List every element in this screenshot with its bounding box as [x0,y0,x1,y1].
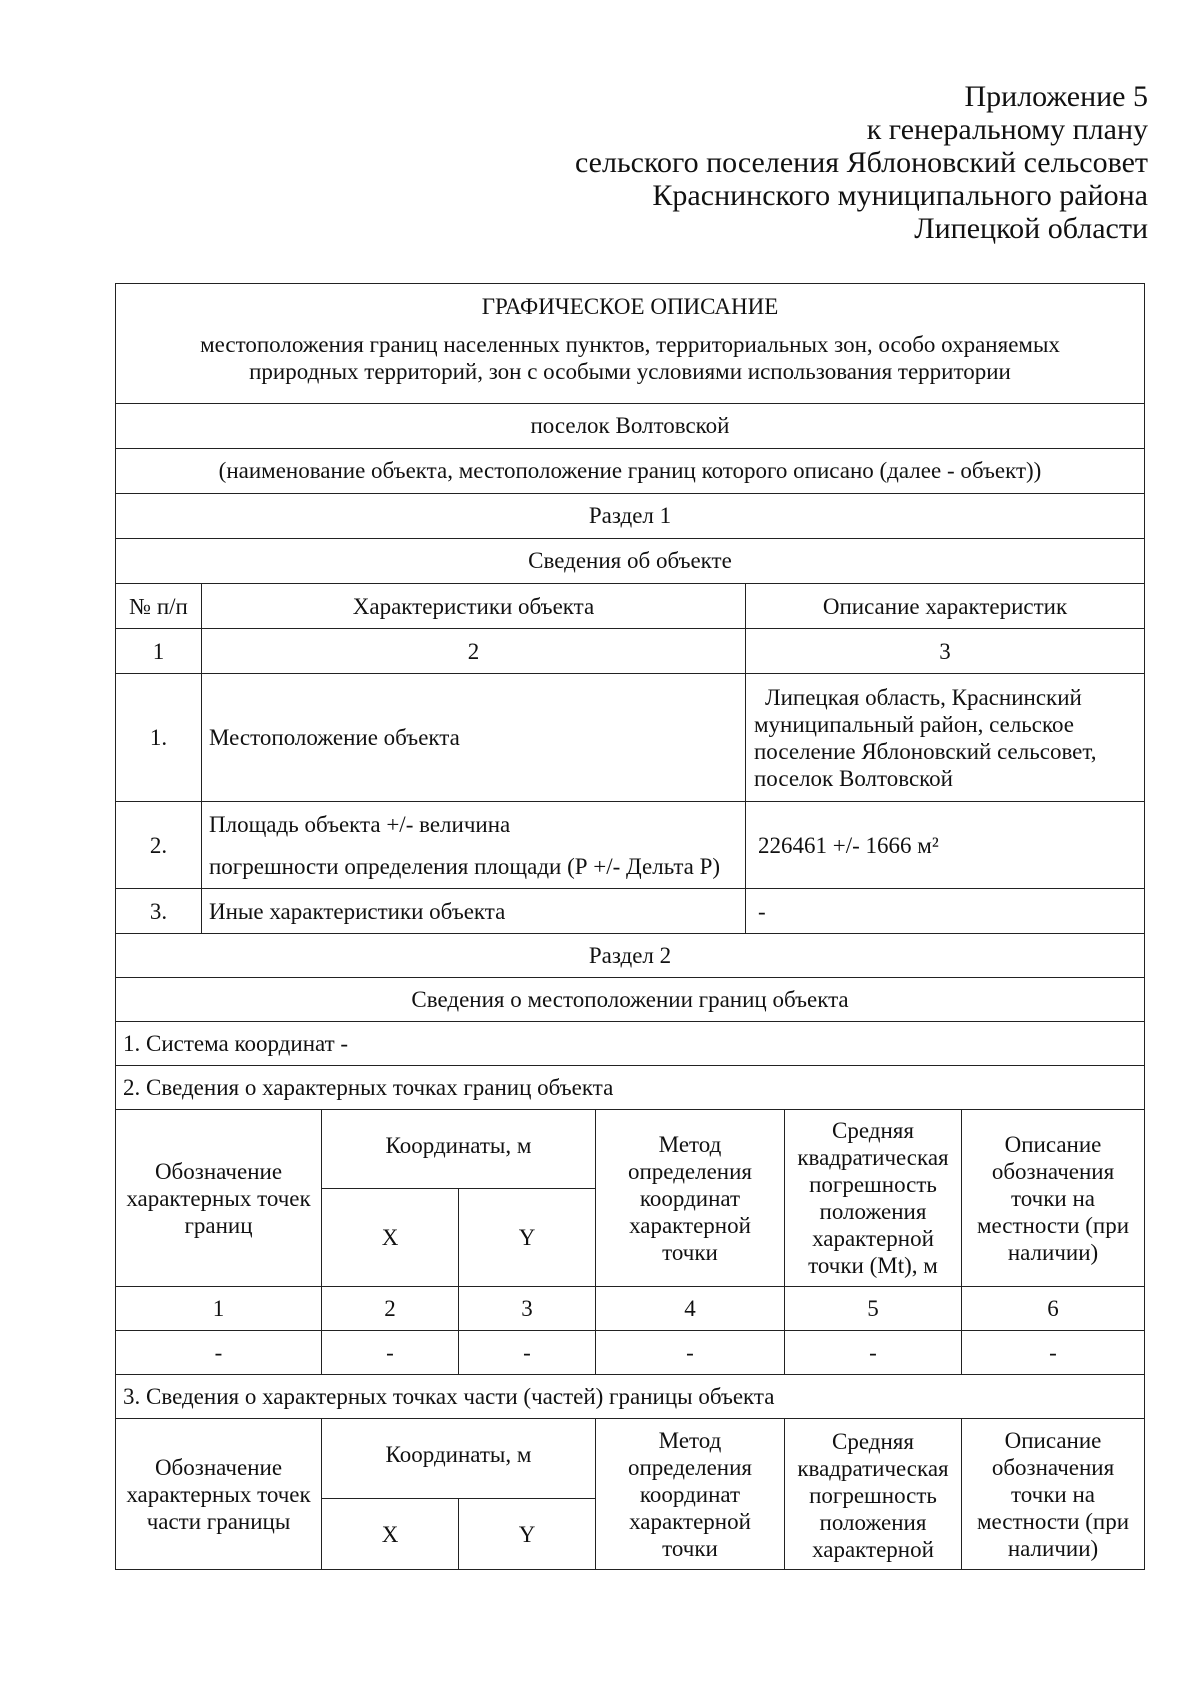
row-name-line: Площадь объекта +/- величина [209,811,511,837]
th-line: части границы [146,1508,291,1534]
table-cell: - [115,1330,322,1375]
th-line: определения [627,1454,752,1480]
th-line: Средняя [832,1118,914,1143]
th-line: местности (при [976,1212,1130,1238]
col-number: 5 [784,1286,962,1331]
row-name: Иные характеристики объекта [201,888,746,934]
th-y: Y [458,1188,596,1287]
title-sub: природных территорий, зон с особыми условиями использования территории [249,359,1011,384]
section1-subheading: Сведения об объекте [115,538,1145,584]
th-line: квадратическая [797,1456,949,1481]
th-designation [115,1109,322,1287]
row-name [201,801,746,889]
col-number: 2 [201,628,746,674]
th-y: Y [458,1498,596,1570]
table-cell: - [595,1330,785,1375]
part-heading: 3. Сведения о характерных точках части (частей) границы объекта [115,1374,1145,1419]
th-line: характерной [629,1508,751,1534]
section2-heading: Раздел 2 [115,933,1145,978]
th-line: обозначения [991,1158,1115,1184]
th-x: X [321,1498,459,1570]
document-header [575,80,1148,245]
coord-system: 1. Система координат - [115,1021,1145,1066]
th-line: определения [627,1158,752,1184]
th-line: Обозначение [154,1158,283,1184]
table-cell: - [321,1330,459,1375]
th-line: точки на [1011,1185,1095,1211]
title-block [115,283,1145,404]
th-line: Метод [658,1427,722,1453]
th-line: точки [662,1239,718,1265]
header-line: Приложение 5 [964,80,1148,113]
title-sub: местоположения границ населенных пунктов, территориальных зон, особо охраняемых [200,332,1060,357]
th-line: характерной [812,1537,934,1562]
th-line: положения [819,1199,927,1224]
value-line: поселок Волтовской [754,765,953,791]
col-header-num: № п/п [115,583,202,629]
object-name: поселок Волтовской [115,403,1145,449]
header-line: Липецкой области [914,212,1148,245]
points-heading: 2. Сведения о характерных точках границ объекта [115,1065,1145,1110]
section2-subheading: Сведения о местоположении границ объекта [115,977,1145,1022]
col-number: 4 [595,1286,785,1331]
table-cell: - [458,1330,596,1375]
header-line: к генеральному плану [866,113,1148,146]
th-line: погрешность [809,1172,937,1197]
th-error [784,1418,962,1570]
row-name-line: погрешности определения площади (Р +/- Дельта Р) [209,853,721,879]
th-description [961,1418,1145,1570]
th-line: координат [639,1481,741,1507]
th-line: точки на [1011,1481,1095,1507]
th-error [784,1109,962,1287]
th-line: характерной [812,1226,934,1251]
th-line: наличии) [1007,1535,1099,1561]
th-line: Описание [1004,1131,1102,1157]
th-x: X [321,1188,459,1287]
table-cell: - [784,1330,962,1375]
col-header-characteristics: Характеристики объекта [201,583,746,629]
col-number: 3 [458,1286,596,1331]
th-line: координат [639,1185,741,1211]
th-coords: Координаты, м [321,1418,596,1499]
th-line: квадратическая [797,1145,949,1170]
th-line: точки [662,1535,718,1561]
th-line: характерной [629,1212,751,1238]
th-line: границ [184,1212,253,1238]
table-cell: - [961,1330,1145,1375]
th-line: местности (при [976,1508,1130,1534]
th-line: Средняя [832,1429,914,1454]
th-designation [115,1418,322,1570]
row-num: 1. [115,673,202,802]
value-line: Липецкая область, Краснинский [765,684,1082,710]
col-number: 3 [745,628,1145,674]
col-number: 6 [961,1286,1145,1331]
th-line: положения [819,1510,927,1535]
row-value: 226461 +/- 1666 м² [745,801,1145,889]
th-description [961,1109,1145,1287]
th-line: характерных точек [126,1185,311,1211]
th-line: точки (Mt), м [808,1253,938,1278]
section1-heading: Раздел 1 [115,493,1145,539]
th-line: обозначения [991,1454,1115,1480]
col-number: 1 [115,628,202,674]
th-method [595,1109,785,1287]
th-line: характерных точек [126,1481,311,1507]
row-name: Местоположение объекта [201,673,746,802]
value-line: муниципальный район, сельское [754,711,1074,737]
value-line: поселение Яблоновский сельсовет, [754,738,1097,764]
th-method [595,1418,785,1570]
col-header-description: Описание характеристик [745,583,1145,629]
row-value: - [745,888,1145,934]
th-line: наличии) [1007,1239,1099,1265]
th-line: Метод [658,1131,722,1157]
title-main: ГРАФИЧЕСКОЕ ОПИСАНИЕ [481,294,779,319]
row-value [745,673,1145,802]
row-num: 3. [115,888,202,934]
object-caption: (наименование объекта, местоположение границ которого описано (далее - объект)) [115,448,1145,494]
header-line: сельского поселения Яблоновский сельсовет [575,146,1148,179]
col-number: 1 [115,1286,322,1331]
th-line: погрешность [809,1483,937,1508]
col-number: 2 [321,1286,459,1331]
th-coords: Координаты, м [321,1109,596,1189]
row-num: 2. [115,801,202,889]
th-line: Обозначение [154,1454,283,1480]
header-line: Краснинского муниципального района [652,179,1148,212]
th-line: Описание [1004,1427,1102,1453]
